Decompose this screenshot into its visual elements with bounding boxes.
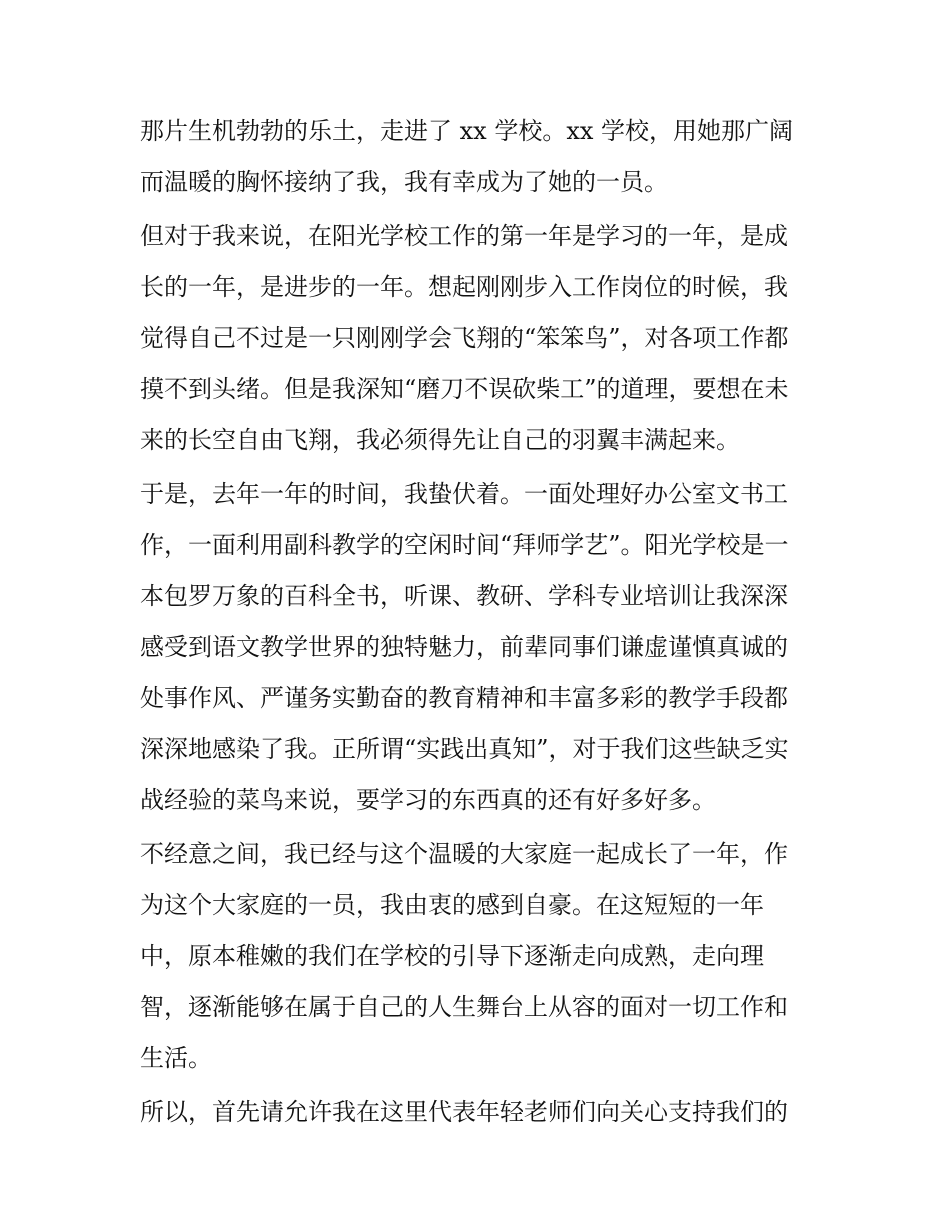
text-line: 智，逐渐能够在属于自己的人生舞台上从容的面对一切工作和 xyxy=(140,993,788,1021)
text-line: 作，一面利用副科教学的空闲时间“拜师学艺”。阳光学校是一 xyxy=(140,531,789,559)
text-line: 本包罗万象的百科全书，听课、教研、学科专业培训让我深深 xyxy=(140,582,788,610)
paragraph xyxy=(140,470,820,827)
text-line: 为这个大家庭的一员，我由衷的感到自豪。在这短短的一年 xyxy=(140,891,764,919)
text-line: 那片生机勃勃的乐土，走进了 xx 学校。xx 学校，用她那广阔 xyxy=(140,117,794,145)
text-line: 所以，首先请允许我在这里代表年轻老师们向关心支持我们的 xyxy=(140,1098,788,1126)
text-line: 摸不到头绪。但是我深知“磨刀不误砍柴工”的道理，要想在未 xyxy=(140,375,789,403)
text-line: 但对于我来说，在阳光学校工作的第一年是学习的一年，是成 xyxy=(140,222,788,250)
text-line: 长的一年，是进步的一年。想起刚刚步入工作岗位的时候，我 xyxy=(140,273,788,301)
paragraph xyxy=(140,1088,820,1139)
text-line: 不经意之间，我已经与这个温暖的大家庭一起成长了一年，作 xyxy=(140,840,788,868)
paragraph xyxy=(140,830,820,1085)
text-line: 生活。 xyxy=(140,1044,212,1072)
paragraph xyxy=(140,212,820,467)
text-line: 于是，去年一年的时间，我蛰伏着。一面处理好办公室文书工 xyxy=(140,480,788,508)
text-line: 战经验的菜鸟来说，要学习的东西真的还有好多好多。 xyxy=(140,786,716,814)
text-line: 而温暖的胸怀接纳了我，我有幸成为了她的一员。 xyxy=(140,168,668,196)
text-line: 深深地感染了我。正所谓“实践出真知”，对于我们这些缺乏实 xyxy=(140,735,789,763)
text-line: 来的长空自由飞翔，我必须得先让自己的羽翼丰满起来。 xyxy=(140,426,740,454)
text-line: 感受到语文教学世界的独特魅力，前辈同事们谦虚谨慎真诚的 xyxy=(140,633,788,661)
text-line: 觉得自己不过是一只刚刚学会飞翔的“笨笨鸟”，对各项工作都 xyxy=(140,324,789,352)
paragraph xyxy=(140,107,820,209)
text-line: 处事作风、严谨务实勤奋的教育精神和丰富多彩的教学手段都 xyxy=(140,684,788,712)
text-line: 中，原本稚嫩的我们在学校的引导下逐渐走向成熟，走向理 xyxy=(140,942,764,970)
document-body xyxy=(140,107,820,1139)
